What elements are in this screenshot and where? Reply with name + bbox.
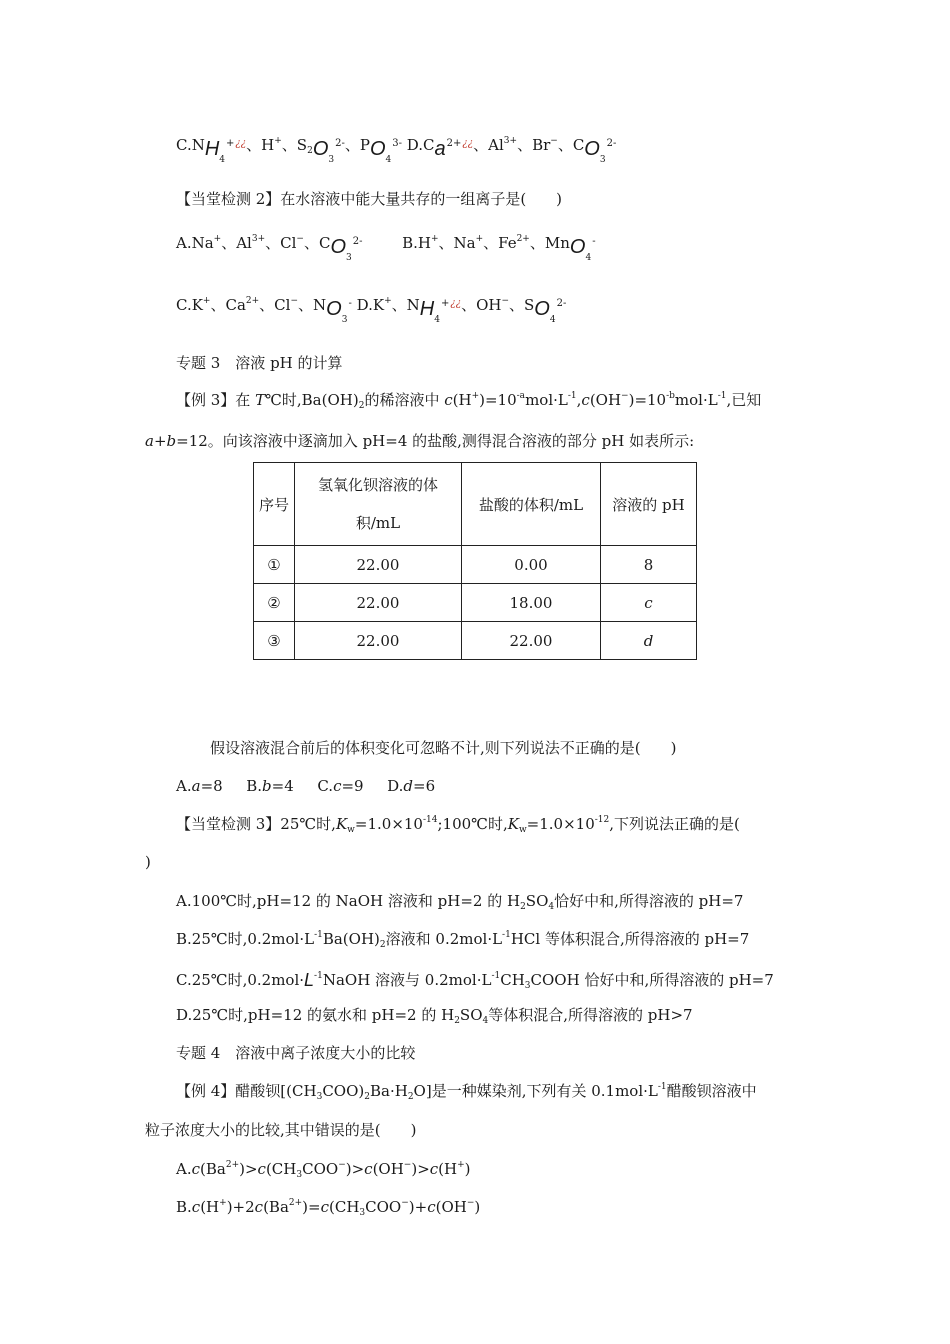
- row-ph: c: [601, 584, 697, 622]
- row-baoh: 22.00: [295, 622, 462, 660]
- row-hcl: 0.00: [462, 546, 601, 584]
- ph-data-table: [253, 462, 697, 660]
- header-ph: 溶液的 pH: [601, 463, 697, 546]
- ex3-line2: a+b=12。向该溶液中逐滴加入 pH=4 的盐酸,测得混合溶液的部分 pH 如表所示:: [145, 432, 695, 450]
- q1-options-cd: $C.NH_4^{+¿¿}$、H+、$S_2O_3^{2-}$、$PO_4^{3-}$ $D.Ca^{2+¿¿}$、$Al^{3+}$、Br−、$CO_3^{2-}$: [176, 136, 617, 165]
- check3-option-d: D.25℃时,pH=12 的氨水和 pH=2 的 $H_2SO_4$等体积混合,所得溶液的 pH>7: [176, 1006, 693, 1026]
- ex4-option-a: $A.c(Ba^{2+})>c(CH_3COO^-)>c(OH^-)>c(H^+)$: [176, 1160, 471, 1180]
- ex4-option-b: $B.c(H^+)+2c(Ba^{2+})=c(CH_3COO^-)+c(OH^-)$: [176, 1198, 481, 1218]
- row-index: ①: [254, 546, 295, 584]
- header-baoh-volume: 氢氧化钡溶液的体 积/mL: [295, 463, 462, 546]
- ex3-question: 假设溶液混合前后的体积变化可忽略不计,则下列说法不正确的是( ): [210, 739, 677, 757]
- row-hcl: 18.00: [462, 584, 601, 622]
- row-index: ③: [254, 622, 295, 660]
- ex4-line2: 粒子浓度大小的比较,其中错误的是( ): [145, 1121, 417, 1139]
- row-baoh: 22.00: [295, 546, 462, 584]
- check3-option-c: C.25℃时$,0.2mol\cdot L^{-1}NaOH$ 溶液与 $0.2mol\cdot L^{-1}CH_3COOH$ 恰好中和,所得溶液的 pH=7: [176, 970, 774, 991]
- ex3-options: A.a=8 B.b=4 C.c=9 D.d=6: [176, 777, 436, 795]
- topic4-title: 专题 4 溶液中离子浓度大小的比较: [176, 1044, 416, 1062]
- table-row: [254, 546, 697, 584]
- check3-option-a: A.100℃时,pH=12 的 NaOH 溶液和 pH=2 的 $H_2SO_4$恰好中和,所得溶液的 pH=7: [176, 892, 744, 912]
- check2-title: 【当堂检测 2】在水溶液中能大量共存的一组离子是( ): [176, 190, 563, 208]
- row-index: ②: [254, 584, 295, 622]
- table-row: [254, 622, 697, 660]
- row-baoh: 22.00: [295, 584, 462, 622]
- row-hcl: 22.00: [462, 622, 601, 660]
- check3-option-b: B.25℃时$,0.2mol\cdot L^{-1}Ba(OH)_2$溶液和 $0.2mol\cdot L^{-1}HCl$ 等体积混合,所得溶液的 pH=7: [176, 930, 750, 950]
- header-hcl-volume: 盐酸的体积/mL: [462, 463, 601, 546]
- header-index: 序号: [254, 463, 295, 546]
- row-ph: 8: [601, 546, 697, 584]
- topic3-title: 专题 3 溶液 pH 的计算: [176, 354, 343, 372]
- check3-title: 【当堂检测 3】25℃时$,K_w=1.0\times 10^{-14};100℃$时$,K_w=1.0\times 10^{-12}$,下列说法正确的是(: [176, 815, 740, 835]
- table-row: [254, 584, 697, 622]
- ex4-line1: 【例 4】醋酸钡$[(CH_3COO)_2Ba\cdot H_2O]$是一种媒染剂,下列有关 $0.1mol\cdot L^{-1}$醋酸钡溶液中: [176, 1082, 757, 1102]
- check2-options-ab: A.Na+、$Al^{3+}$、Cl−、$CO_3^{2-}$ B.H+、Na+、$Fe^{2+}$、MnO$_4$-: [176, 234, 596, 263]
- check2-options-cd: C.K+、$Ca^{2+}$、Cl−、$NO_3^-$ D.K+、$NH_4^{+¿¿}$、OH−、$SO_4^{2-}$: [176, 296, 567, 325]
- row-ph: d: [601, 622, 697, 660]
- ex3-line1: 【例 3】在 T℃时$,Ba(OH)_2$的稀溶液中 $c(H^+)=10^{-a}mol\cdot L^{-1},c(OH^-)=10^{-b}mol\cdot L^{-1}$,已知: [176, 391, 762, 411]
- check3-title-close: ): [145, 853, 151, 871]
